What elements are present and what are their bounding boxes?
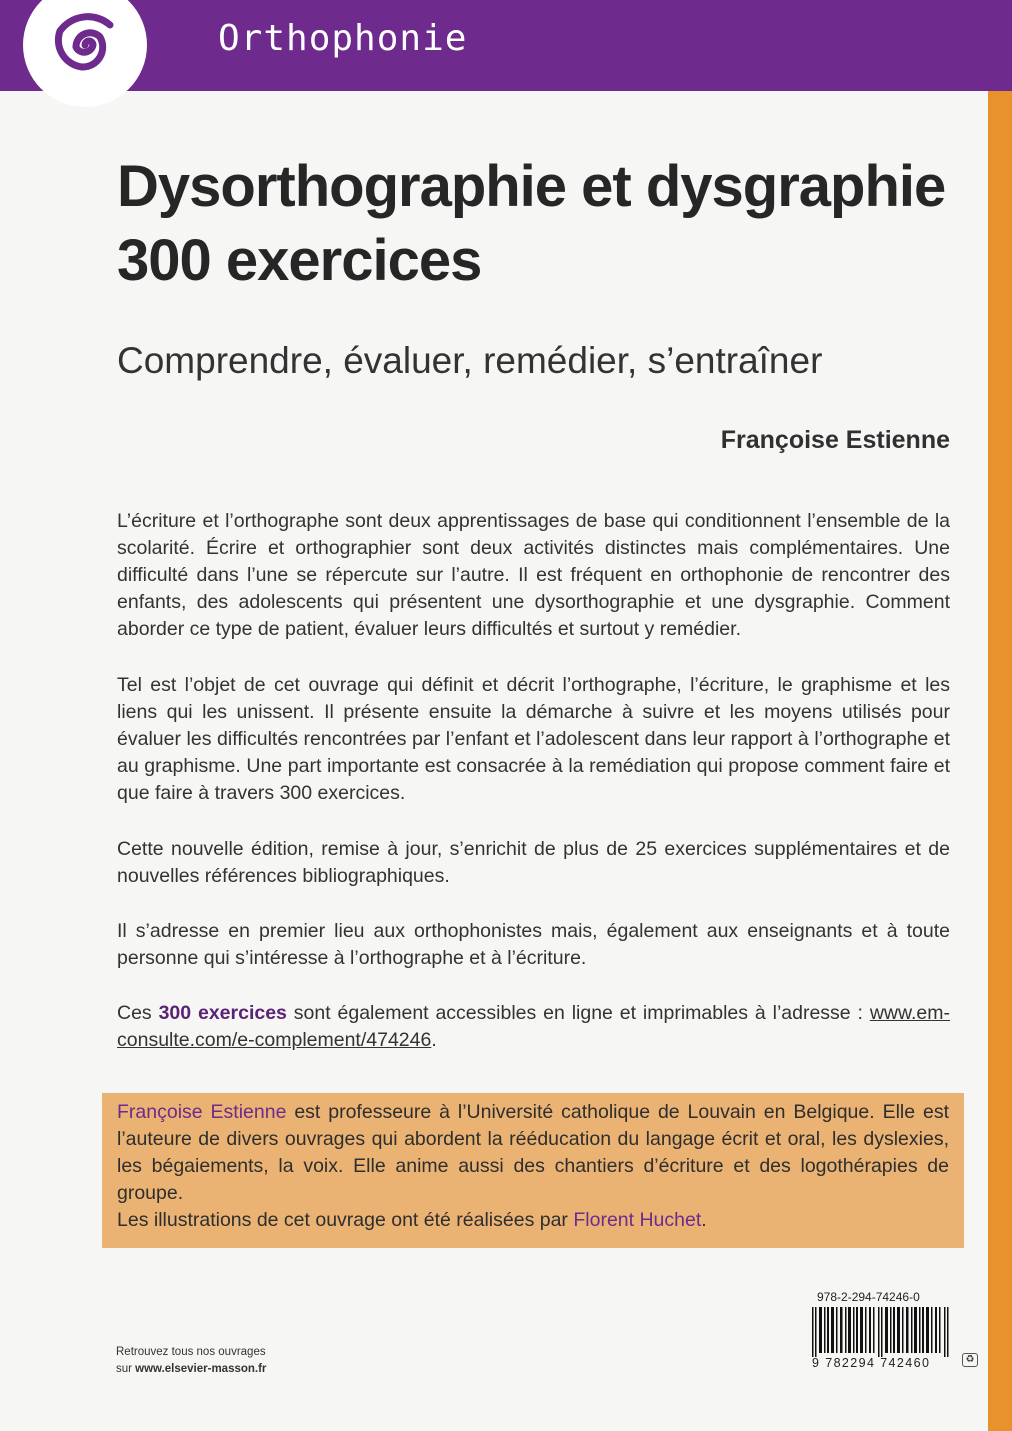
illustrations-end: . [701, 1209, 707, 1231]
recycle-icon: ♻ [962, 1353, 978, 1367]
author-bio-box [102, 1093, 964, 1248]
footer-line-2 [116, 1361, 266, 1378]
bio-text: est professeure à l’Université catholique de Louvain en Belgique. Elle est l’auteure de divers ouvrages qui abordent la rééducation du langage écrit et oral, les dyslexies, les bégaiements, la voix. Elle anime aussi des chantiers d’écriture et des logothérapies de groupe. [117, 1101, 950, 1204]
online-text-start: Ces [117, 1002, 159, 1024]
exercises-emphasis: 300 exercices [158, 1002, 287, 1024]
series-label: Orthophonie [218, 18, 468, 59]
title-line-2: 300 exercices [117, 228, 482, 293]
paragraph-purpose: Tel est l’objet de cet ouvrage qui définit et décrit l’orthographe, l’écriture, le graphisme et les liens qui les unissent. Il présente ensuite la démarche à suivre et les moyens utilisés pour évaluer les difficultés rencontrées par l’enfant et l’adolescent dans leur rapport à l’orthographe et au graphisme. Une part importante est consacrée à la remédiation qui propose comment faire et que faire à travers 300 exercices. [117, 674, 950, 804]
book-subtitle: Comprendre, évaluer, remédier, s’entraîner [117, 340, 823, 381]
orange-side-stripe [988, 91, 1012, 1431]
online-text-middle: sont également accessibles en ligne et imprimables à l’adresse : [286, 1002, 870, 1024]
footer-line-1: Retrouvez tous nos ouvrages [116, 1346, 266, 1358]
bio-author-name: Françoise Estienne [117, 1101, 287, 1123]
illustrations-text: Les illustrations de cet ouvrage ont été réalisées par [117, 1209, 574, 1231]
online-link[interactable]: www.em-consulte.com/e-complement/474246 [117, 1002, 950, 1051]
barcode-digits: 9 782294 742460 [812, 1356, 931, 1370]
paragraph-intro: L’écriture et l’orthographe sont deux apprentissages de base qui conditionnent l’ensemble de la scolarité. Écrire et orthographier sont deux activités distinctes mais complémentaires. Une difficulté dans l’une se répercute sur l’autre. Il est fréquent en orthophonie de rencontrer des enfants, des adolescents qui présentent une dysorthographie et une dysgraphie. Comment aborder ce type de patient, évaluer leurs difficultés et surtout y remédier. [117, 510, 950, 640]
book-title [117, 150, 967, 298]
barcode [812, 1307, 950, 1357]
publisher-website[interactable]: www.elsevier-masson.fr [135, 1363, 267, 1375]
illustrator-name: Florent Huchet [573, 1209, 702, 1231]
paragraph-audience: Il s’adresse en premier lieu aux orthophonistes mais, également aux enseignants et à toute personne qui s’intéresse à l’orthographe et à l’écriture. [117, 920, 950, 969]
online-text-end: . [431, 1029, 437, 1051]
footer-note [116, 1344, 266, 1378]
title-line-1: Dysorthographie et dysgraphie [117, 154, 946, 219]
paragraph-online [117, 1000, 950, 1054]
author-name: Françoise Estienne [720, 426, 950, 454]
footer-prefix: sur [116, 1363, 136, 1375]
paragraph-new-edition: Cette nouvelle édition, remise à jour, s’enrichit de plus de 25 exercices supplémentaires et de nouvelles références bibliographiques. [117, 838, 950, 887]
spiral-logo-icon [18, 0, 152, 112]
isbn-text: 978-2-294-74246-0 [817, 1290, 920, 1304]
